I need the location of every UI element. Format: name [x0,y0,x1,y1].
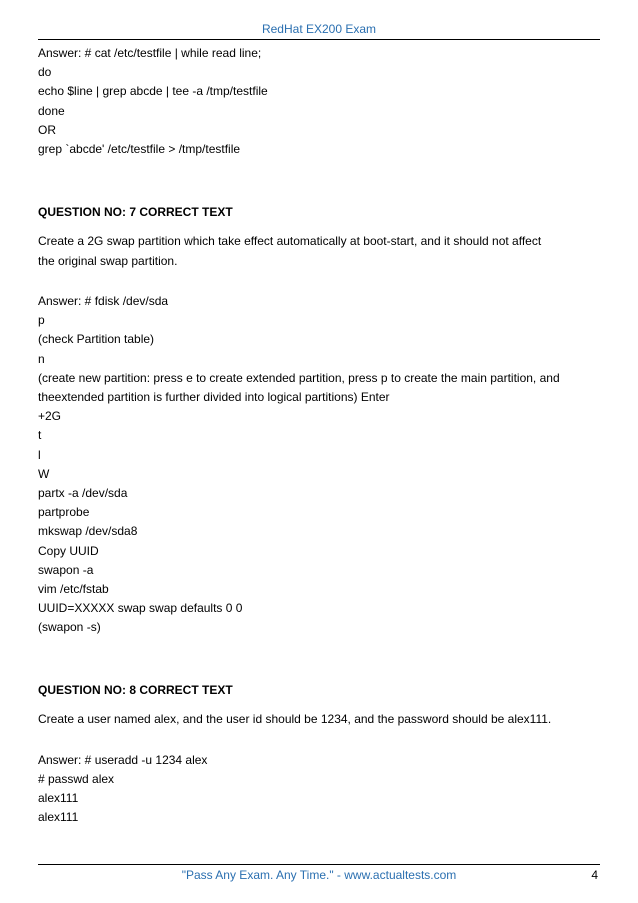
answer-line: swapon -a [38,562,94,577]
answer-line: partx -a /dev/sda [38,486,128,501]
question-text-line: Create a user named alex, and the user id should be 1234, and the password should be alex111. [38,711,552,726]
answer-line: (swapon -s) [38,620,101,635]
answer-line: alex111 [38,810,79,825]
answer-line: UUID=XXXXX swap swap defaults 0 0 [38,601,243,616]
answer-line: (check Partition table) [38,332,155,347]
question-7 [38,203,600,637]
previous-answer-block [38,44,600,159]
answer-line: grep `abcde' /etc/testfile > /tmp/testfile [38,142,241,157]
footer-divider [38,864,600,865]
answer-line: +2G [38,409,62,424]
answer-line: t [38,428,42,443]
page-content [38,44,600,827]
page-number: 4 [591,868,598,882]
answer-line: do [38,65,52,80]
answer-line: l [38,447,41,462]
answer-line: theextended partition is further divided into logical partitions) Enter [38,390,390,405]
answer-line: Answer: # useradd -u 1234 alex [38,752,208,767]
answer-line: Copy UUID [38,543,99,558]
question-text-line: Create a 2G swap partition which take effect automatically at boot-start, and it should not affect [38,234,542,249]
footer-link-text: "Pass Any Exam. Any Time." - www.actualtests.com [181,868,457,882]
header-title: RedHat EX200 Exam [261,22,377,36]
question-text-line: the original swap partition. [38,254,178,269]
answer-line: Answer: # fdisk /dev/sda [38,294,169,309]
question-title: QUESTION NO: 8 CORRECT TEXT [38,682,233,697]
question-title: QUESTION NO: 7 CORRECT TEXT [38,205,233,220]
answer-line: echo $line | grep abcde | tee -a /tmp/testfile [38,84,268,99]
answer-line: n [38,351,45,366]
answer-line: partprobe [38,505,90,520]
header-divider [38,39,600,40]
question-8 [38,681,600,828]
answer-line: done [38,103,65,118]
answer-line: Answer: # cat /etc/testfile | while read line; [38,46,262,60]
answer-line: p [38,313,45,328]
answer-line: OR [38,122,56,137]
question-7-answer [38,292,600,638]
answer-line: W [38,466,50,481]
answer-line: mkswap /dev/sda8 [38,524,138,539]
answer-line: alex111 [38,791,79,806]
answer-line: vim /etc/fstab [38,582,109,597]
answer-line: # passwd alex [38,771,115,786]
answer-line: (create new partition: press e to create extended partition, press p to create the main partition, and [38,370,560,385]
question-8-answer [38,751,600,828]
